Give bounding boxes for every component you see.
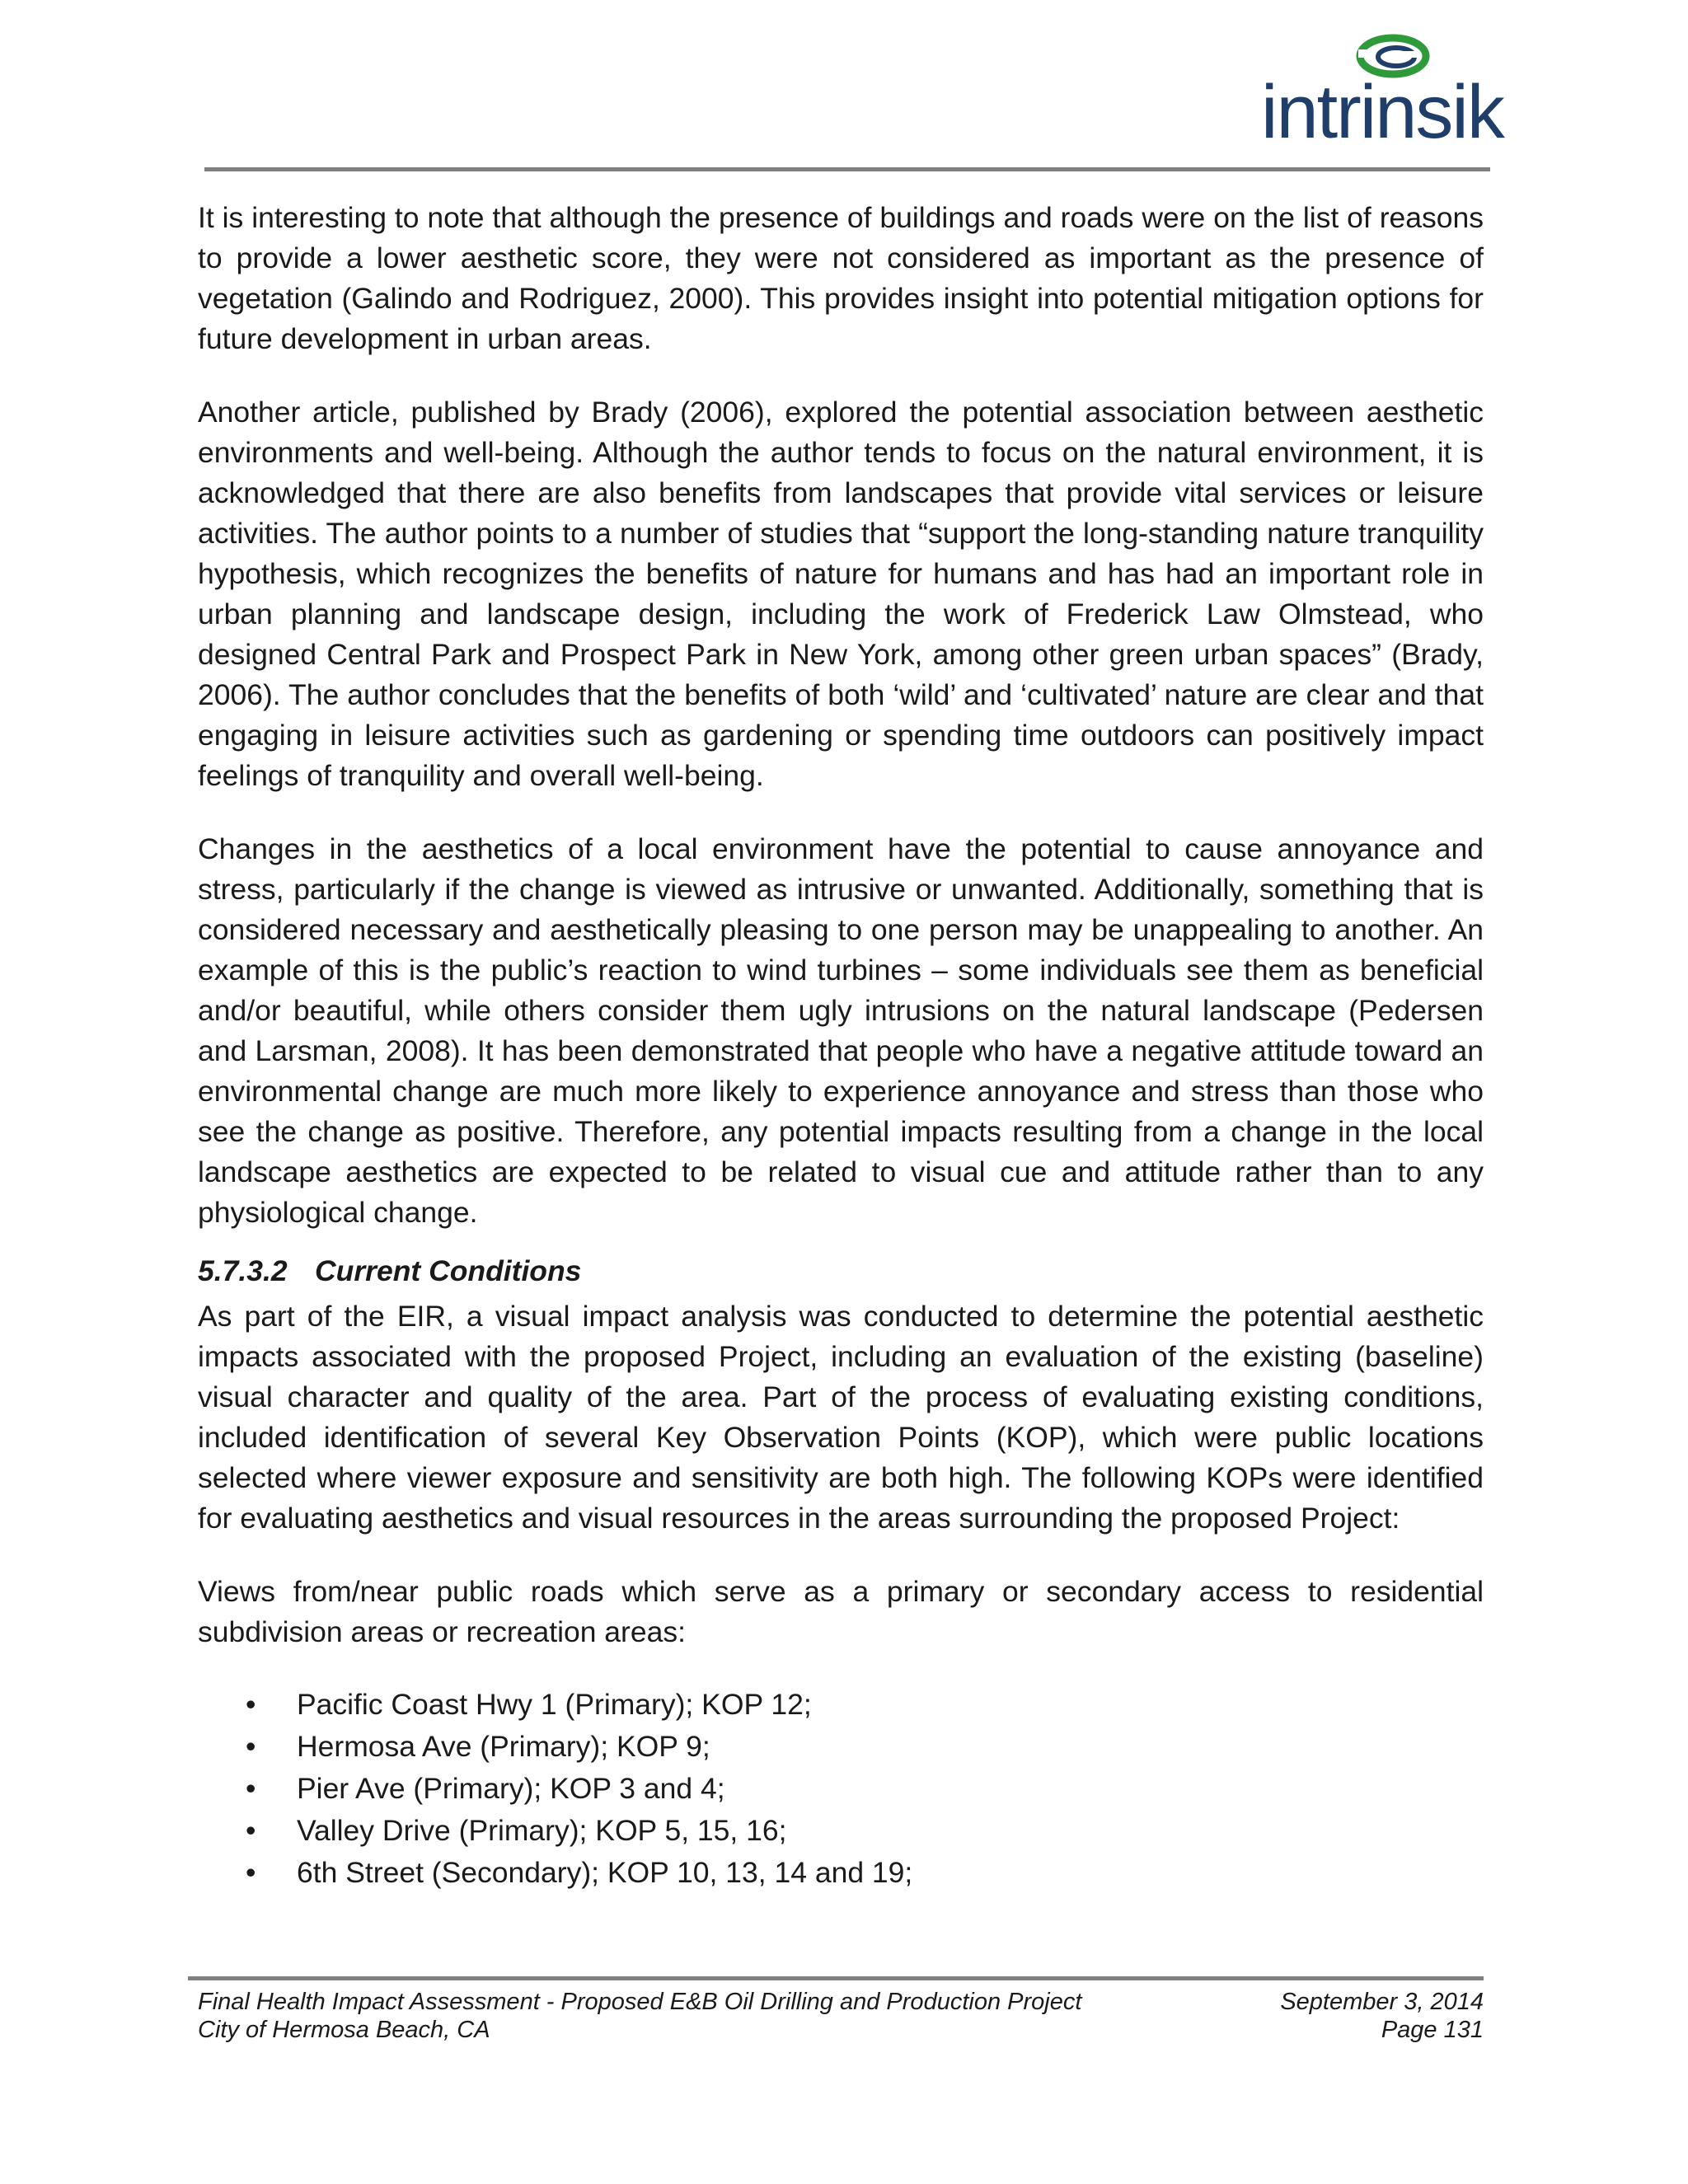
section-heading <box>198 1251 1484 1291</box>
bullet-icon: • <box>246 1730 256 1763</box>
document-body <box>198 198 1484 1894</box>
list-item: • Pacific Coast Hwy 1 (Primary); KOP 12; <box>198 1684 1484 1726</box>
list-item: • Pier Ave (Primary); KOP 3 and 4; <box>198 1768 1484 1810</box>
page-footer <box>198 1988 1484 2044</box>
bullet-icon: • <box>246 1856 256 1889</box>
header-divider <box>204 167 1490 171</box>
footer-document-title: Final Health Impact Assessment - Proposed E&B Oil Drilling and Production Project <box>198 1989 1082 2015</box>
bullet-icon: • <box>246 1772 256 1805</box>
section-paragraph-1: As part of the EIR, a visual impact analysis was conducted to determine the potential aesthetic impacts associated with the proposed Project, including an evaluation of the existing (baseline) visual character and quality of the area. Part of the process of evaluating existing conditions, included identification of several Key Observation Points (KOP), which were public locations selected where viewer exposure and sensitivity are both high. The following KOPs were identified for evaluating aesthetics and visual resources in the areas surrounding the proposed Project: <box>198 1300 1484 1535</box>
footer-location: City of Hermosa Beach, CA <box>198 2017 490 2043</box>
intrinsik-logo <box>1261 31 1508 154</box>
footer-page-number: Page 131 <box>1381 2017 1484 2043</box>
kop-list <box>198 1684 1484 1894</box>
section-paragraph-2: Views from/near public roads which serve as a primary or secondary access to residential subdivision areas or recreation areas: <box>198 1575 1484 1648</box>
list-item: • Hermosa Ave (Primary); KOP 9; <box>198 1726 1484 1768</box>
body-paragraph-2: Another article, published by Brady (2006), explored the potential association between aesthetic environments and well-being. Although the author tends to focus on the natural environment, it is acknowledged that there are also benefits from landscapes that provide vital services or leisure activities. The author points to a number of studies that “support the long-standing nature tranquility hypothesis, which recognizes the benefits of nature for humans and has had an important role in urban planning and landscape design, including the work of Frederick Law Olmstead, who designed Central Park and Prospect Park in New York, among other green urban spaces” (Brady, 2006). The author concludes that the benefits of both ‘wild’ and ‘cultivated’ nature are clear and that engaging in leisure activities such as gardening or spending time outdoors can positively impact feelings of tranquility and overall well-being. <box>198 396 1484 792</box>
footer-divider <box>188 1976 1484 1980</box>
bullet-icon: • <box>246 1688 256 1721</box>
list-item: • 6th Street (Secondary); KOP 10, 13, 14 and 19; <box>198 1852 1484 1894</box>
body-paragraph-3: Changes in the aesthetics of a local environment have the potential to cause annoyance and stress, particularly if the change is viewed as intrusive or unwanted. Additionally, something that is considered necessary and aesthetically pleasing to one person may be unappealing to another. An example of this is the public’s reaction to wind turbines – some individuals see them as beneficial and/or beautiful, while others consider them ugly intrusions on the natural landscape (Pedersen and Larsman, 2008). It has been demonstrated that people who have a negative attitude toward an environmental change are much more likely to experience annoyance and stress than those who see the change as positive. Therefore, any potential impacts resulting from a change in the local landscape aesthetics are expected to be related to visual cue and attitude rather than to any physiological change. <box>198 832 1484 1229</box>
section-title: Current Conditions <box>315 1254 582 1287</box>
section-number: 5.7.3.2 <box>198 1254 288 1287</box>
body-paragraph-1: It is interesting to note that although the presence of buildings and roads were on the list of reasons to provide a lower aesthetic score, they were not considered as important as the presence of vegetation (Galindo and Rodriguez, 2000). This provides insight into potential mitigation options for future development in urban areas. <box>198 201 1484 355</box>
bullet-icon: • <box>246 1814 256 1847</box>
footer-date: September 3, 2014 <box>1280 1989 1484 2015</box>
list-item: • Valley Drive (Primary); KOP 5, 15, 16; <box>198 1810 1484 1852</box>
logo-wordmark: intrinsik <box>1261 70 1503 154</box>
